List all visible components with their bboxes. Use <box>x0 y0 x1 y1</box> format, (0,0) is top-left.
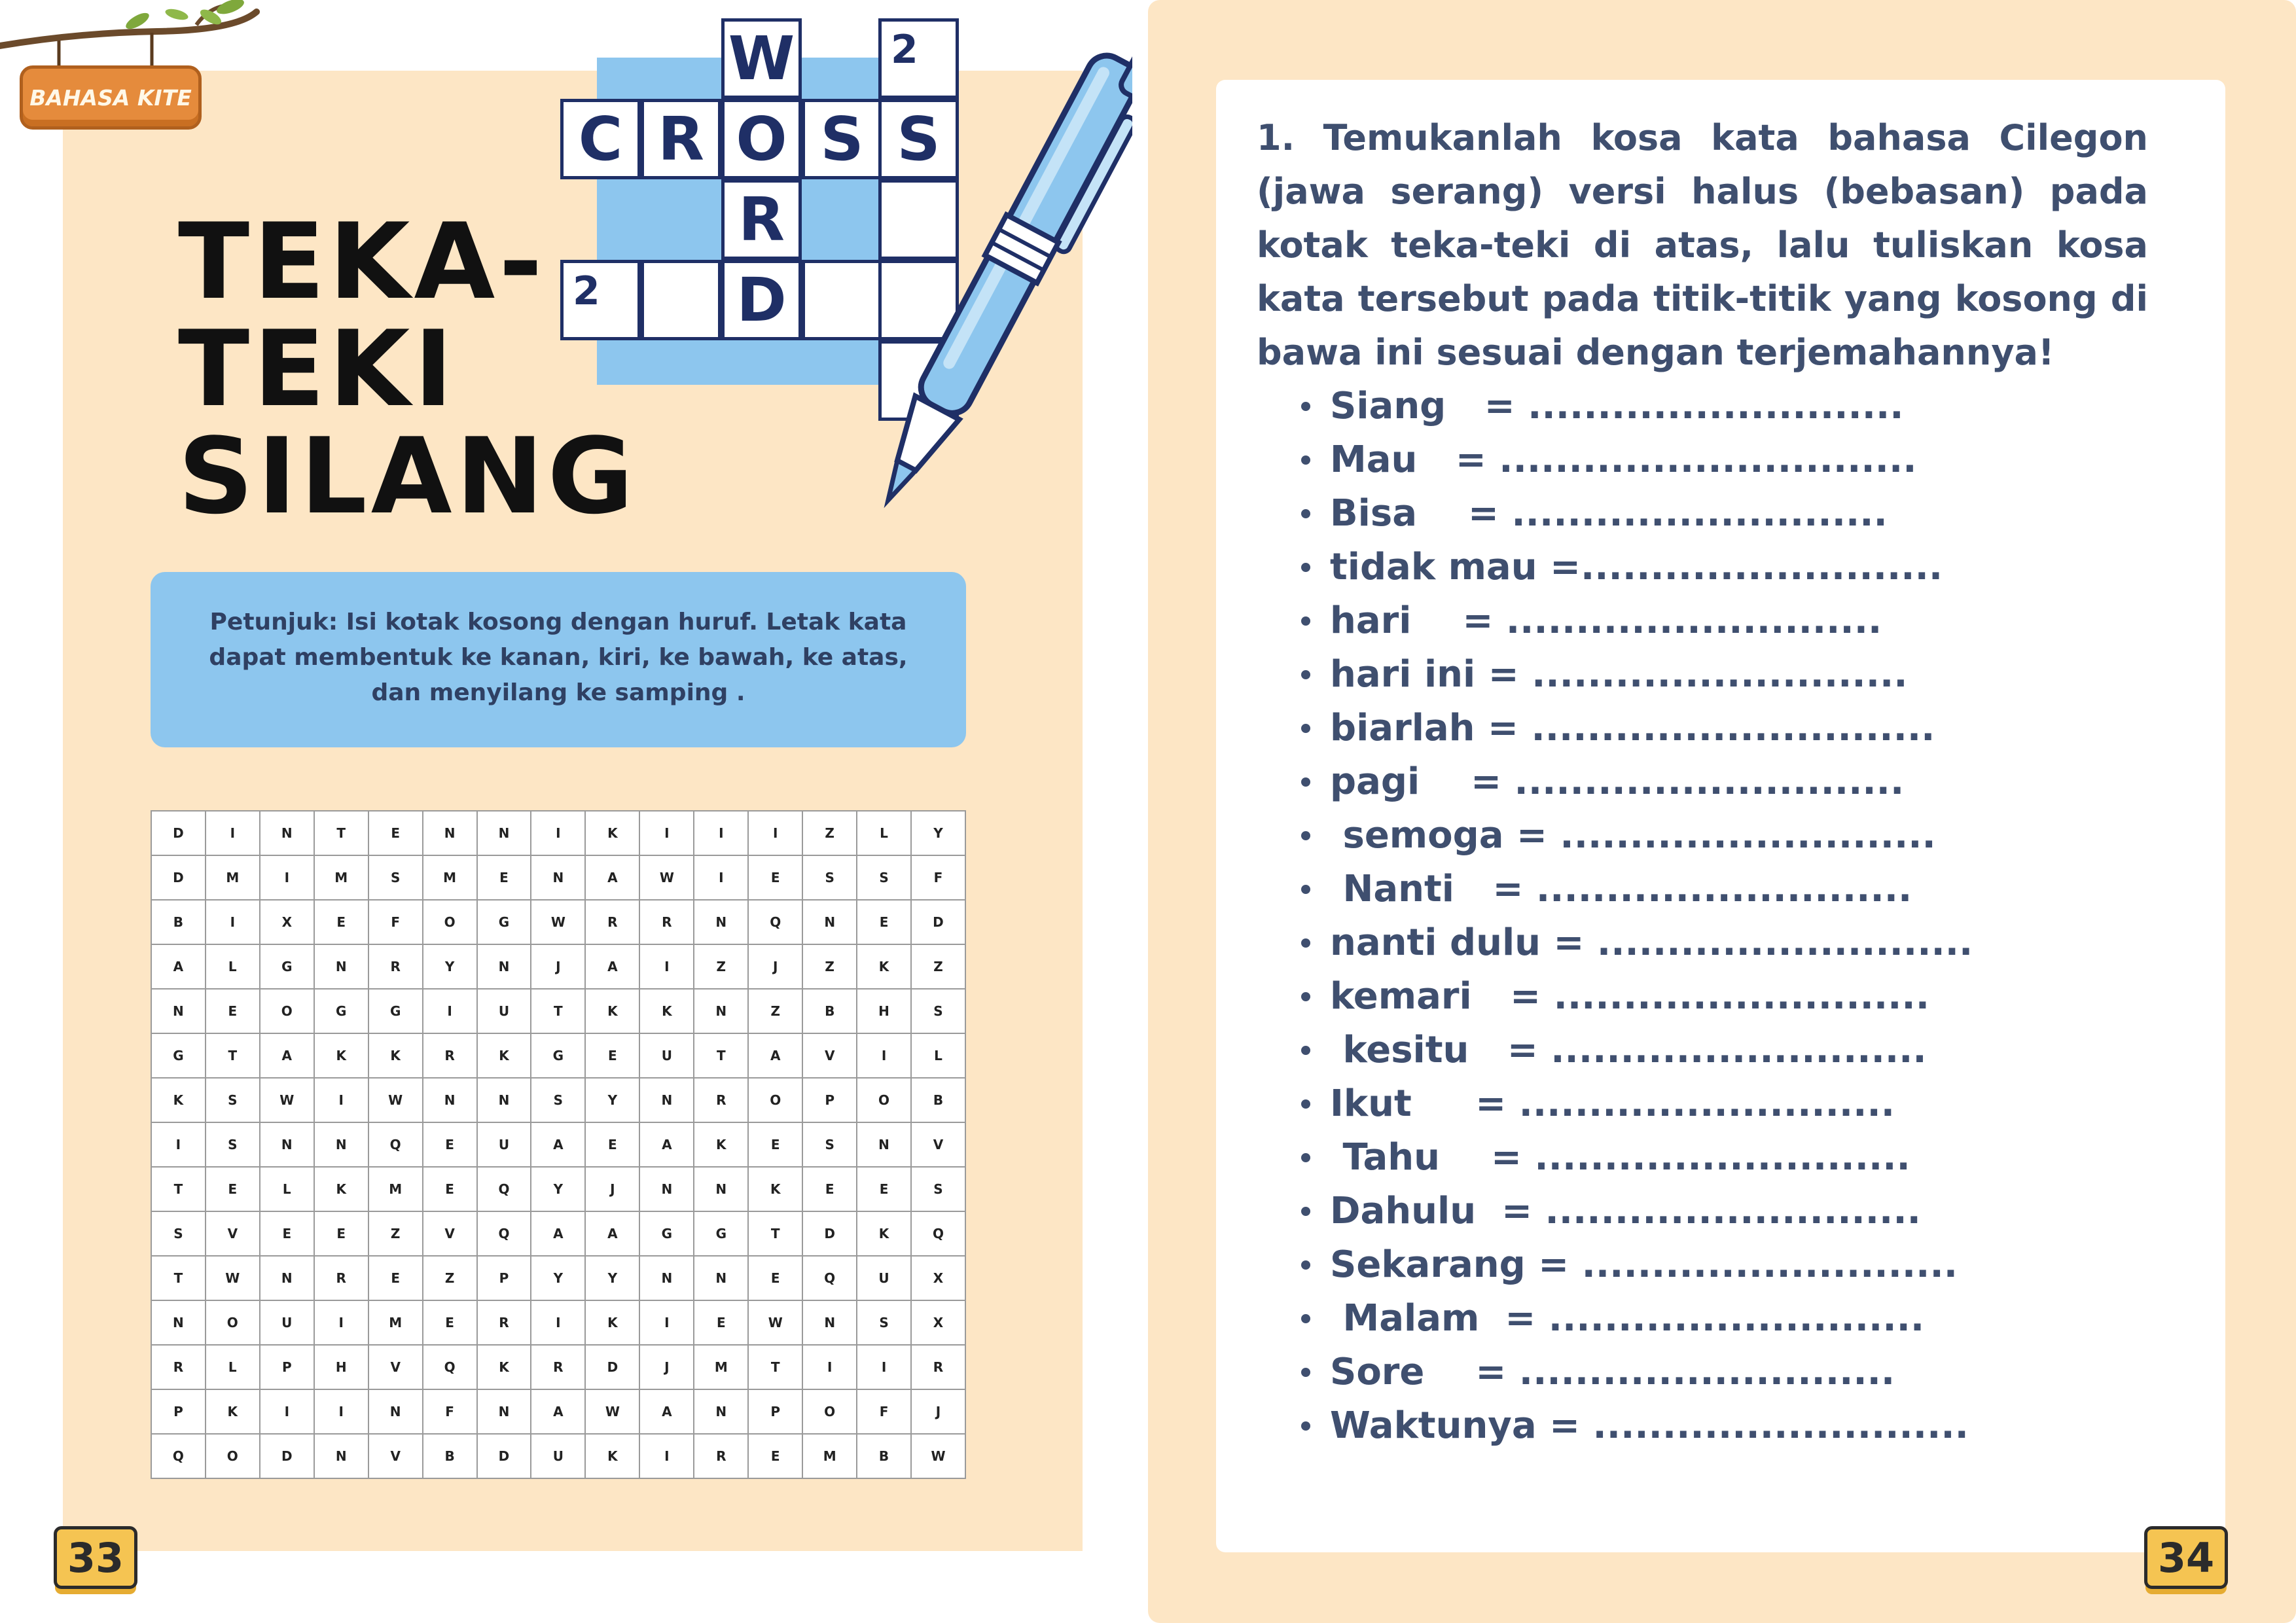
cw-cell-empty <box>641 260 721 340</box>
cw-cell-number-2-left: 2 <box>560 260 641 340</box>
grid-cell: I <box>206 811 260 855</box>
table-row <box>151 811 965 855</box>
grid-cell: K <box>151 1078 206 1122</box>
grid-cell: E <box>748 1256 802 1300</box>
grid-cell: R <box>694 1078 748 1122</box>
cw-cell-s2: S <box>878 99 959 179</box>
grid-cell: Q <box>423 1345 477 1389</box>
list-item: Malam = ........................... <box>1301 1292 1973 1346</box>
grid-cell: E <box>206 1167 260 1211</box>
grid-cell: G <box>368 989 423 1033</box>
grid-cell: U <box>531 1434 585 1478</box>
grid-cell: N <box>857 1122 911 1167</box>
table-row <box>151 944 965 989</box>
list-item: Sore = ........................... <box>1301 1346 1973 1399</box>
grid-cell: P <box>151 1389 206 1434</box>
list-item: Waktunya = ........................... <box>1301 1399 1973 1453</box>
grid-cell: F <box>911 855 965 900</box>
grid-cell: O <box>802 1389 857 1434</box>
grid-cell: N <box>694 989 748 1033</box>
grid-cell: D <box>802 1211 857 1256</box>
grid-cell: V <box>368 1345 423 1389</box>
cw-cell-number-2-top: 2 <box>878 18 959 99</box>
grid-cell: S <box>206 1122 260 1167</box>
grid-cell: S <box>206 1078 260 1122</box>
grid-cell: L <box>911 1033 965 1078</box>
grid-cell: B <box>423 1434 477 1478</box>
title-line-3: SILANG <box>178 415 637 537</box>
grid-cell: N <box>694 1167 748 1211</box>
grid-cell: V <box>368 1434 423 1478</box>
table-row <box>151 1167 965 1211</box>
title-line-1: TEKA- <box>178 200 547 323</box>
grid-cell: K <box>585 811 639 855</box>
grid-cell: Y <box>585 1078 639 1122</box>
grid-cell: N <box>531 855 585 900</box>
grid-cell: S <box>531 1078 585 1122</box>
grid-cell: Y <box>531 1167 585 1211</box>
grid-cell: R <box>423 1033 477 1078</box>
list-item: kesitu = ........................... <box>1301 1024 1973 1077</box>
grid-cell: K <box>857 1211 911 1256</box>
grid-cell: D <box>151 811 206 855</box>
grid-cell: O <box>260 989 314 1033</box>
list-item: nanti dulu = ........................... <box>1301 916 1973 970</box>
grid-cell: N <box>260 1256 314 1300</box>
grid-cell: E <box>802 1167 857 1211</box>
grid-cell: B <box>857 1434 911 1478</box>
grid-cell: A <box>531 1122 585 1167</box>
table-row <box>151 1434 965 1478</box>
grid-cell: O <box>857 1078 911 1122</box>
grid-cell: N <box>639 1078 694 1122</box>
grid-cell: A <box>260 1033 314 1078</box>
grid-cell: M <box>206 855 260 900</box>
grid-cell: Y <box>423 944 477 989</box>
grid-cell: T <box>748 1211 802 1256</box>
grid-cell: J <box>531 944 585 989</box>
grid-cell: K <box>694 1122 748 1167</box>
grid-cell: I <box>151 1122 206 1167</box>
grid-cell: W <box>748 1300 802 1345</box>
grid-cell: K <box>314 1167 368 1211</box>
bahasa-kite-sign <box>0 0 262 141</box>
grid-cell: M <box>314 855 368 900</box>
table-row <box>151 1389 965 1434</box>
grid-cell: W <box>911 1434 965 1478</box>
grid-cell: Q <box>748 900 802 944</box>
grid-cell: Z <box>802 811 857 855</box>
instruction-text: 1. Temukanlah kosa kata bahasa Cilegon (jawa serang) versi halus (bebasan) pada kotak teka-teki di atas, lalu tuliskan kosa kata tersebut pada titik-titik yang kosong di bawa ini sesuai dengan terjemahannya! <box>1257 117 2148 373</box>
grid-cell: Q <box>477 1211 531 1256</box>
grid-cell: P <box>802 1078 857 1122</box>
grid-cell: G <box>314 989 368 1033</box>
grid-cell: N <box>151 1300 206 1345</box>
grid-cell: Z <box>423 1256 477 1300</box>
grid-cell: U <box>857 1256 911 1300</box>
grid-cell: E <box>694 1300 748 1345</box>
grid-cell: A <box>151 944 206 989</box>
grid-cell: E <box>423 1167 477 1211</box>
grid-cell: M <box>694 1345 748 1389</box>
grid-cell: W <box>368 1078 423 1122</box>
title-line-2: TEKI <box>178 308 457 430</box>
grid-cell: Q <box>151 1434 206 1478</box>
grid-cell: I <box>639 1434 694 1478</box>
grid-cell: N <box>368 1389 423 1434</box>
list-item: semoga = ........................... <box>1301 809 1973 863</box>
grid-cell: I <box>639 944 694 989</box>
grid-cell: U <box>260 1300 314 1345</box>
grid-cell: H <box>857 989 911 1033</box>
grid-cell: T <box>531 989 585 1033</box>
grid-cell: A <box>748 1033 802 1078</box>
grid-cell: N <box>639 1167 694 1211</box>
grid-cell: R <box>911 1345 965 1389</box>
grid-cell: I <box>423 989 477 1033</box>
grid-cell: J <box>585 1167 639 1211</box>
word-search-grid <box>151 810 966 1479</box>
grid-cell: E <box>857 1167 911 1211</box>
grid-cell: R <box>151 1345 206 1389</box>
grid-cell: M <box>423 855 477 900</box>
grid-cell: R <box>639 900 694 944</box>
grid-cell: S <box>151 1211 206 1256</box>
grid-cell: E <box>748 1122 802 1167</box>
grid-cell: K <box>585 1434 639 1478</box>
sign-label: BAHASA KITE <box>29 84 192 111</box>
table-row <box>151 1256 965 1300</box>
grid-cell: A <box>531 1211 585 1256</box>
table-row <box>151 1211 965 1256</box>
grid-cell: E <box>423 1122 477 1167</box>
grid-cell: N <box>639 1256 694 1300</box>
grid-cell: R <box>368 944 423 989</box>
list-item: Tahu = ........................... <box>1301 1131 1973 1185</box>
grid-cell: M <box>802 1434 857 1478</box>
list-item: Ikut = ........................... <box>1301 1077 1973 1131</box>
grid-cell: W <box>531 900 585 944</box>
grid-cell: L <box>260 1167 314 1211</box>
grid-cell: E <box>368 811 423 855</box>
grid-cell: E <box>314 900 368 944</box>
grid-cell: N <box>314 944 368 989</box>
grid-cell: G <box>639 1211 694 1256</box>
grid-cell: A <box>531 1389 585 1434</box>
grid-cell: Z <box>802 944 857 989</box>
grid-cell: W <box>206 1256 260 1300</box>
grid-cell: E <box>585 1122 639 1167</box>
grid-cell: R <box>477 1300 531 1345</box>
hint-box: Petunjuk: Isi kotak kosong dengan huruf. Letak kata dapat membentuk ke kanan, kiri, ke bawah, ke atas, dan menyilang ke samping . <box>151 572 966 747</box>
grid-cell: I <box>639 811 694 855</box>
grid-cell: F <box>857 1389 911 1434</box>
grid-cell: N <box>314 1122 368 1167</box>
grid-cell: N <box>260 1122 314 1167</box>
grid-cell: I <box>802 1345 857 1389</box>
grid-cell: W <box>639 855 694 900</box>
grid-cell: K <box>314 1033 368 1078</box>
grid-cell: Q <box>802 1256 857 1300</box>
grid-cell: X <box>260 900 314 944</box>
grid-cell: T <box>206 1033 260 1078</box>
cw-cell-w: W <box>721 18 802 99</box>
grid-cell: N <box>694 1389 748 1434</box>
list-item: biarlah = ............................. <box>1301 702 1973 755</box>
grid-cell: K <box>477 1033 531 1078</box>
grid-cell: E <box>748 1434 802 1478</box>
grid-cell: T <box>151 1256 206 1300</box>
cw-cell-empty <box>802 260 882 340</box>
grid-cell: S <box>802 855 857 900</box>
grid-cell: A <box>585 944 639 989</box>
table-row <box>151 1033 965 1078</box>
grid-cell: E <box>585 1033 639 1078</box>
cw-cell-c: C <box>560 99 641 179</box>
grid-cell: V <box>423 1211 477 1256</box>
vocabulary-list <box>1301 380 1973 1453</box>
grid-cell: M <box>368 1167 423 1211</box>
grid-cell: I <box>857 1345 911 1389</box>
list-item: Bisa = ........................... <box>1301 487 1973 541</box>
grid-cell: I <box>694 811 748 855</box>
grid-cell: S <box>368 855 423 900</box>
list-item: Dahulu = ........................... <box>1301 1185 1973 1238</box>
grid-cell: P <box>477 1256 531 1300</box>
grid-cell: N <box>423 811 477 855</box>
grid-cell: B <box>911 1078 965 1122</box>
grid-cell: Y <box>531 1256 585 1300</box>
grid-cell: V <box>206 1211 260 1256</box>
grid-cell: E <box>206 989 260 1033</box>
left-page <box>0 0 1126 1623</box>
grid-cell: N <box>694 1256 748 1300</box>
grid-cell: I <box>260 855 314 900</box>
grid-cell: G <box>694 1211 748 1256</box>
grid-cell: N <box>802 1300 857 1345</box>
list-item: Nanti = ........................... <box>1301 863 1973 916</box>
grid-cell: G <box>151 1033 206 1078</box>
grid-cell: R <box>531 1345 585 1389</box>
grid-cell: L <box>857 811 911 855</box>
grid-cell: K <box>748 1167 802 1211</box>
grid-cell: I <box>314 1300 368 1345</box>
grid-cell: F <box>423 1389 477 1434</box>
grid-cell: N <box>260 811 314 855</box>
grid-cell: Q <box>911 1211 965 1256</box>
grid-cell: Z <box>748 989 802 1033</box>
grid-cell: P <box>748 1389 802 1434</box>
grid-cell: X <box>911 1300 965 1345</box>
grid-cell: T <box>314 811 368 855</box>
grid-cell: U <box>639 1033 694 1078</box>
grid-cell: E <box>857 900 911 944</box>
grid-cell: E <box>260 1211 314 1256</box>
grid-cell: I <box>857 1033 911 1078</box>
grid-cell: J <box>748 944 802 989</box>
grid-cell: E <box>748 855 802 900</box>
table-row <box>151 900 965 944</box>
grid-cell: R <box>694 1434 748 1478</box>
page-title <box>178 200 637 537</box>
grid-cell: S <box>802 1122 857 1167</box>
list-item: Siang = ........................... <box>1301 380 1973 433</box>
grid-cell: Z <box>911 944 965 989</box>
wooden-sign-icon <box>20 65 202 130</box>
grid-cell: V <box>802 1033 857 1078</box>
grid-cell: A <box>639 1122 694 1167</box>
grid-cell: K <box>477 1345 531 1389</box>
grid-cell: A <box>639 1389 694 1434</box>
grid-cell: O <box>748 1078 802 1122</box>
grid-cell: I <box>748 811 802 855</box>
grid-cell: A <box>585 1211 639 1256</box>
grid-cell: K <box>206 1389 260 1434</box>
grid-cell: A <box>585 855 639 900</box>
grid-cell: K <box>585 1300 639 1345</box>
grid-cell: D <box>260 1434 314 1478</box>
grid-cell: N <box>477 811 531 855</box>
cw-cell-o: O <box>721 99 802 179</box>
table-row <box>151 1122 965 1167</box>
grid-cell: R <box>314 1256 368 1300</box>
list-item: kemari = ........................... <box>1301 970 1973 1024</box>
grid-cell: U <box>477 1122 531 1167</box>
grid-cell: F <box>368 900 423 944</box>
grid-cell: I <box>531 1300 585 1345</box>
grid-cell: B <box>802 989 857 1033</box>
list-item: Sekarang = ........................... <box>1301 1238 1973 1292</box>
grid-cell: W <box>585 1389 639 1434</box>
table-row <box>151 1078 965 1122</box>
grid-cell: I <box>694 855 748 900</box>
grid-cell: N <box>802 900 857 944</box>
grid-cell: B <box>151 900 206 944</box>
cw-cell-s1: S <box>802 99 882 179</box>
page-number-badge-left: 33 <box>54 1526 137 1589</box>
table-row <box>151 1300 965 1345</box>
list-item: pagi = ............................ <box>1301 755 1973 809</box>
list-item: Mau = .............................. <box>1301 433 1973 487</box>
grid-cell: Q <box>477 1167 531 1211</box>
grid-cell: I <box>260 1389 314 1434</box>
grid-cell: E <box>368 1256 423 1300</box>
pen-icon <box>884 7 1132 543</box>
grid-cell: K <box>639 989 694 1033</box>
grid-cell: E <box>423 1300 477 1345</box>
grid-cell: K <box>368 1033 423 1078</box>
grid-cell: G <box>260 944 314 989</box>
cw-cell-d: D <box>721 260 802 340</box>
grid-cell: D <box>585 1345 639 1389</box>
grid-cell: T <box>748 1345 802 1389</box>
grid-cell: Z <box>694 944 748 989</box>
grid-cell: S <box>911 1167 965 1211</box>
grid-cell: J <box>911 1389 965 1434</box>
list-item: hari ini = ........................... <box>1301 648 1973 702</box>
grid-cell: N <box>477 1389 531 1434</box>
table-row <box>151 855 965 900</box>
grid-cell: Q <box>368 1122 423 1167</box>
grid-cell: Y <box>911 811 965 855</box>
grid-cell: L <box>206 1345 260 1389</box>
page-number-badge-right: 34 <box>2144 1526 2228 1589</box>
grid-cell: N <box>314 1434 368 1478</box>
grid-cell: S <box>857 1300 911 1345</box>
grid-cell: I <box>314 1389 368 1434</box>
grid-cell: I <box>314 1078 368 1122</box>
grid-cell: O <box>206 1434 260 1478</box>
grid-cell: W <box>260 1078 314 1122</box>
grid-cell: D <box>911 900 965 944</box>
grid-cell: O <box>423 900 477 944</box>
grid-cell: Z <box>368 1211 423 1256</box>
grid-cell: T <box>694 1033 748 1078</box>
cw-cell-r: R <box>641 99 721 179</box>
grid-cell: G <box>531 1033 585 1078</box>
grid-cell: S <box>857 855 911 900</box>
grid-cell: E <box>314 1211 368 1256</box>
grid-cell: V <box>911 1122 965 1167</box>
list-item: tidak mau =.......................... <box>1301 541 1973 594</box>
grid-cell: J <box>639 1345 694 1389</box>
grid-cell: G <box>477 900 531 944</box>
grid-cell: I <box>639 1300 694 1345</box>
grid-cell: O <box>206 1300 260 1345</box>
grid-cell: U <box>477 989 531 1033</box>
grid-cell: X <box>911 1256 965 1300</box>
grid-cell: I <box>531 811 585 855</box>
grid-cell: S <box>911 989 965 1033</box>
table-row <box>151 1345 965 1389</box>
grid-cell: K <box>857 944 911 989</box>
grid-cell: T <box>151 1167 206 1211</box>
grid-cell: N <box>477 944 531 989</box>
grid-cell: K <box>585 989 639 1033</box>
grid-cell: P <box>260 1345 314 1389</box>
cw-cell-r2: R <box>721 179 802 260</box>
grid-cell: R <box>585 900 639 944</box>
grid-cell: D <box>477 1434 531 1478</box>
grid-cell: N <box>423 1078 477 1122</box>
table-row <box>151 989 965 1033</box>
grid-cell: N <box>151 989 206 1033</box>
grid-cell: H <box>314 1345 368 1389</box>
grid-cell: D <box>151 855 206 900</box>
grid-cell: N <box>477 1078 531 1122</box>
grid-cell: Y <box>585 1256 639 1300</box>
grid-cell: I <box>206 900 260 944</box>
grid-cell: M <box>368 1300 423 1345</box>
grid-cell: L <box>206 944 260 989</box>
grid-cell: E <box>477 855 531 900</box>
grid-cell: N <box>694 900 748 944</box>
list-item: hari = ........................... <box>1301 594 1973 648</box>
